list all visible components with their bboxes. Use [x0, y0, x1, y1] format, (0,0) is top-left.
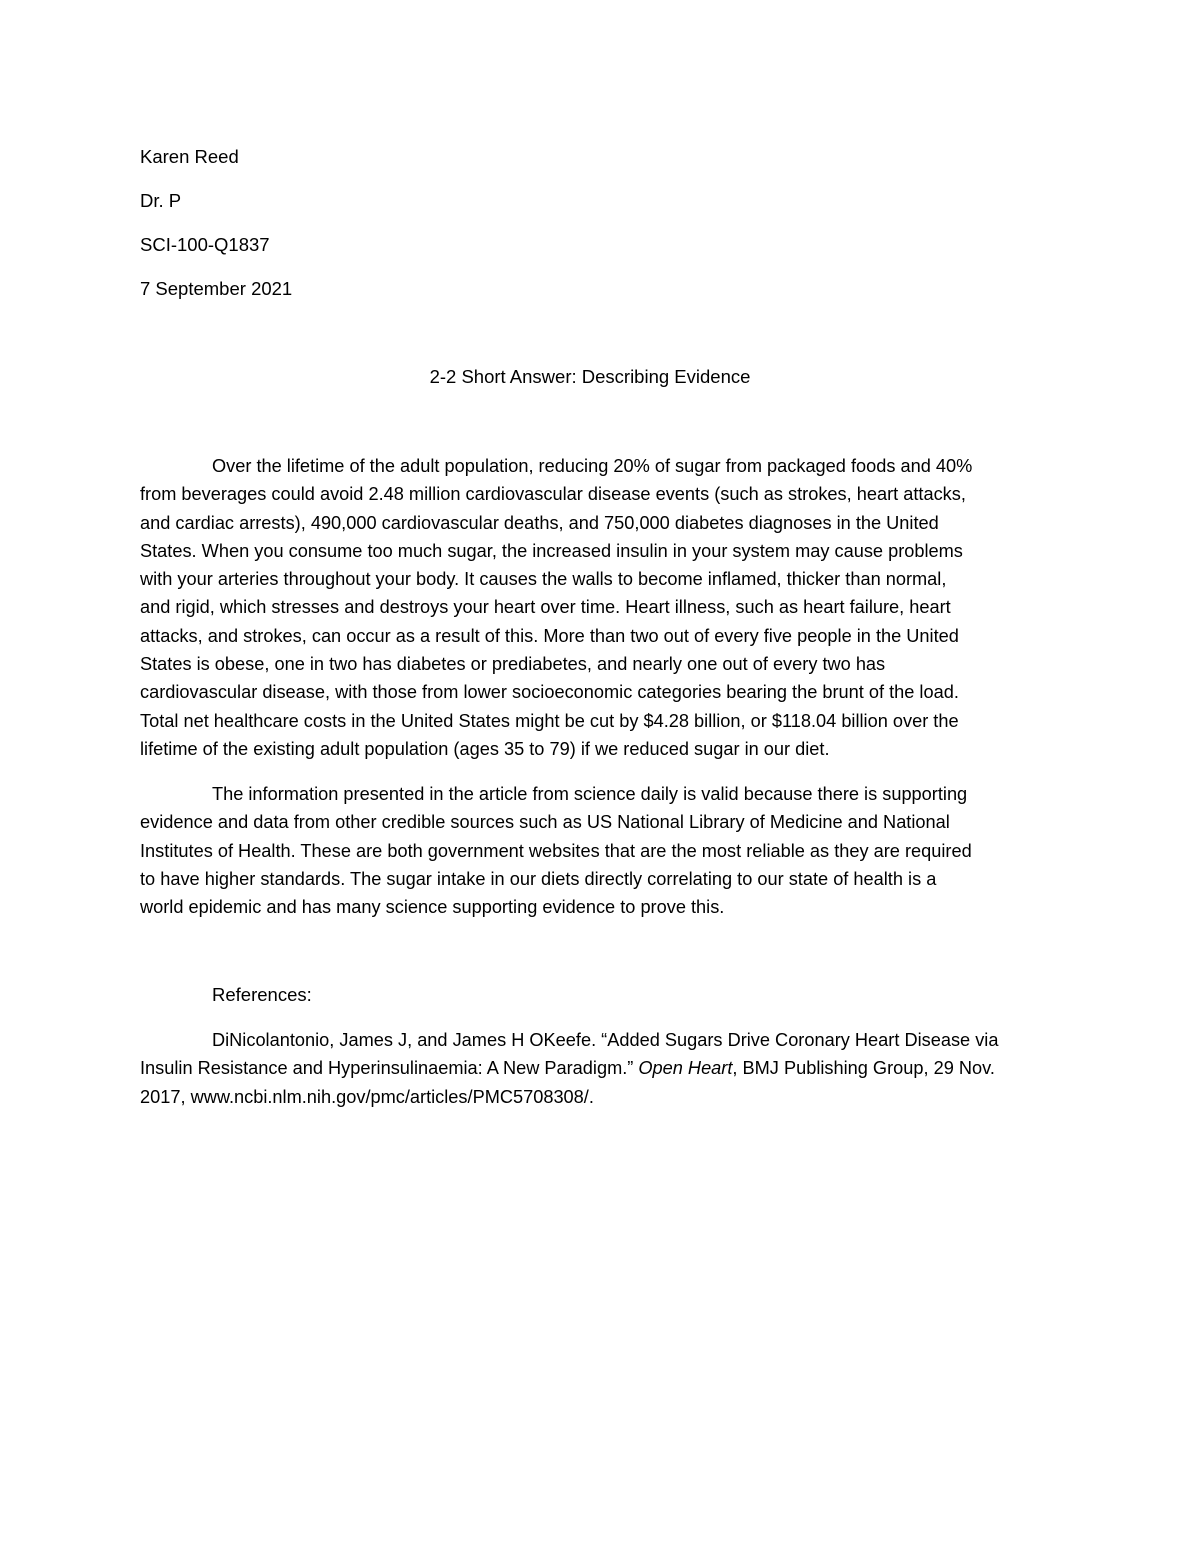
author-name: Karen Reed: [140, 146, 239, 167]
references-heading: References:: [212, 984, 312, 1005]
document-title: 2-2 Short Answer: Describing Evidence: [429, 366, 751, 387]
paragraph-line: Total net healthcare costs in the United States might be cut by $4.28 billion, or $118.04 billion over the: [140, 710, 959, 731]
citation-line: DiNicolantonio, James J, and James H OKeefe. “Added Sugars Drive Coronary Heart Disease via: [212, 1030, 999, 1050]
paragraph-line: attacks, and strokes, can occur as a result of this. More than two out of every five people in the United: [140, 625, 959, 646]
citation-text: Insulin Resistance and Hyperinsulinaemia: A New Paradigm.”: [140, 1058, 639, 1079]
paragraph-line: from beverages could avoid 2.48 million cardiovascular disease events (such as strokes, heart attacks,: [140, 484, 966, 505]
paragraph-line: The information presented in the article from science daily is valid because there is supporting: [212, 784, 968, 804]
citation-line: [140, 1054, 1070, 1082]
paragraph-line: States is obese, one in two has diabetes or prediabetes, and nearly one out of every two has: [140, 654, 886, 675]
paragraph-line: Institutes of Health. These are both government websites that are the most reliable as they are required: [140, 840, 972, 861]
paragraph-line: cardiovascular disease, with those from lower socioeconomic categories bearing the brunt of the load.: [140, 682, 959, 703]
paragraph-line: Over the lifetime of the adult population, reducing 20% of sugar from packaged foods and 40%: [212, 456, 973, 476]
paragraph-line: States. When you consume too much sugar, the increased insulin in your system may cause problems: [140, 540, 963, 561]
paragraph-line: with your arteries throughout your body. It causes the walls to become inflamed, thicker than normal,: [140, 569, 947, 590]
reference-citation: [140, 1026, 1070, 1111]
citation-url-line: 2017, www.ncbi.nlm.nih.gov/pmc/articles/PMC5708308/.: [140, 1086, 594, 1107]
body-paragraph-2: [140, 780, 1062, 921]
instructor-name: Dr. P: [140, 190, 182, 211]
paragraph-line: world epidemic and has many science supporting evidence to prove this.: [140, 897, 725, 918]
body-paragraph-1: [140, 452, 1062, 763]
paragraph-line: to have higher standards. The sugar intake in our diets directly correlating to our state of health is a: [140, 868, 937, 889]
course-code: SCI-100-Q1837: [140, 234, 270, 255]
paragraph-line: evidence and data from other credible sources such as US National Library of Medicine and National: [140, 812, 950, 833]
paragraph-line: and cardiac arrests), 490,000 cardiovascular deaths, and 750,000 diabetes diagnoses in the United: [140, 512, 939, 533]
paragraph-line: lifetime of the existing adult population (ages 35 to 79) if we reduced sugar in our diet.: [140, 738, 830, 759]
citation-text: , BMJ Publishing Group, 29 Nov.: [732, 1058, 995, 1079]
journal-title: Open Heart: [638, 1058, 733, 1079]
document-date: 7 September 2021: [140, 278, 293, 299]
paragraph-line: and rigid, which stresses and destroys your heart over time. Heart illness, such as heart failure, heart: [140, 597, 951, 618]
